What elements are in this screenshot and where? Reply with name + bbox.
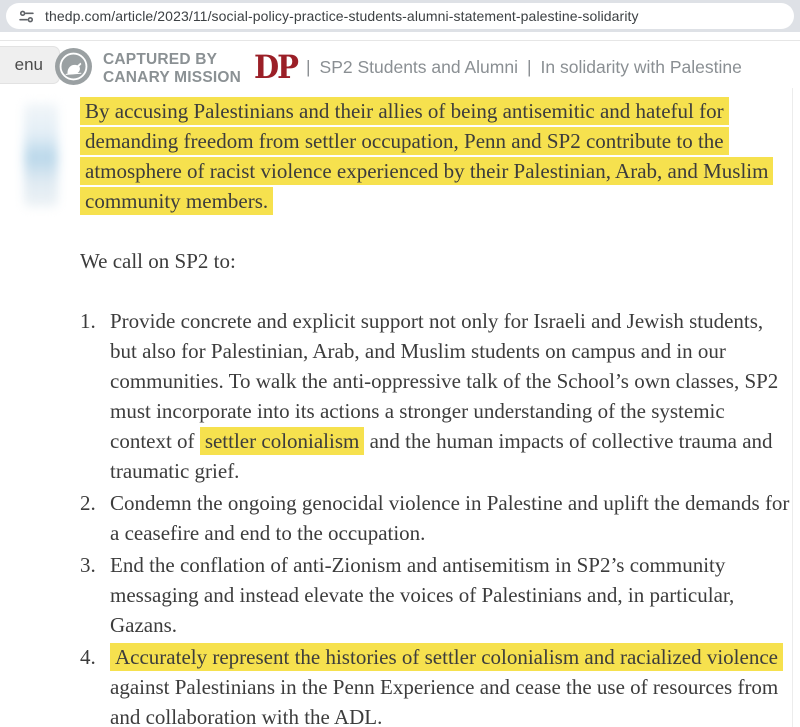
site-settings-icon[interactable] xyxy=(18,8,35,25)
text-line xyxy=(110,518,789,548)
list-item xyxy=(80,642,794,727)
text-line xyxy=(110,366,778,396)
text-segment: communities. To walk the anti-oppressive talk of the School’s own classes, SP2 xyxy=(110,369,779,393)
highlighted-text: By accusing Palestinians and their allies of being antisemitic and hateful for xyxy=(80,97,729,125)
highlighted-text: atmosphere of racist violence experienced by their Palestinian, Arab, and Muslim xyxy=(80,157,773,185)
text-line xyxy=(110,610,734,640)
text-line xyxy=(110,488,789,518)
menu-button-label: enu xyxy=(14,55,43,74)
masthead-separator: | xyxy=(305,56,311,77)
list-item-number: 2. xyxy=(80,491,96,515)
canary-bird-icon xyxy=(55,48,92,90)
blurred-share-widget xyxy=(24,103,58,207)
call-to-action-intro xyxy=(80,246,794,276)
text-segment: traumatic grief. xyxy=(110,459,240,483)
url-text[interactable]: thedp.com/article/2023/11/social-policy-practice-students-alumni-statement-palestine-solidarity xyxy=(45,8,639,24)
captured-by-label xyxy=(103,51,241,87)
highlighted-statement-paragraph xyxy=(80,96,794,216)
text-line xyxy=(80,186,794,216)
text-segment: We call on SP2 to: xyxy=(80,249,236,273)
text-segment: and collaboration with the ADL. xyxy=(110,705,383,727)
text-segment: Condemn the ongoing genocidal violence in Palestine and uplift the demands for xyxy=(110,491,790,515)
list-item xyxy=(80,488,794,548)
text-segment: against Palestinians in the Penn Experience and cease the use of resources from xyxy=(110,675,779,699)
menu-button-partial[interactable] xyxy=(0,46,60,84)
text-line xyxy=(80,156,794,186)
text-line xyxy=(110,456,778,486)
highlighted-text: settler colonialism xyxy=(200,427,365,455)
browser-url-bar xyxy=(0,0,800,32)
dp-logo[interactable]: DP xyxy=(254,48,297,86)
masthead-separator: | xyxy=(526,56,532,77)
text-line xyxy=(110,672,783,702)
text-segment: context of xyxy=(110,429,200,453)
text-line xyxy=(110,580,734,610)
masthead-article-title: In solidarity with Palestine xyxy=(540,56,742,77)
site-header xyxy=(0,40,800,92)
list-item xyxy=(80,550,794,640)
highlighted-text: Accurately represent the histories of settler colonialism and racialized violence xyxy=(110,643,783,671)
list-item-text xyxy=(110,642,783,727)
text-segment: but also for Palestinian, Arab, and Muslim students on campus and in our xyxy=(110,339,726,363)
text-line xyxy=(110,702,783,727)
list-item-text xyxy=(110,306,778,486)
text-line xyxy=(110,396,778,426)
list-item-text xyxy=(110,488,789,548)
demands-list xyxy=(80,306,794,727)
text-line xyxy=(80,246,794,276)
highlighted-text: community members. xyxy=(80,187,273,215)
list-item-text xyxy=(110,550,734,640)
list-item-number: 3. xyxy=(80,553,96,577)
text-line xyxy=(80,126,794,156)
text-segment: End the conflation of anti-Zionism and antisemitism in SP2’s community xyxy=(110,553,726,577)
list-item-number: 4. xyxy=(80,645,96,669)
masthead-section-title: SP2 Students and Alumni xyxy=(319,56,518,77)
article-body xyxy=(80,92,794,727)
text-segment: Provide concrete and explicit support not only for Israeli and Jewish students, xyxy=(110,309,764,333)
text-segment: must incorporate into its actions a stronger understanding of the systemic xyxy=(110,399,725,423)
list-item-number: 1. xyxy=(80,309,96,333)
text-line xyxy=(80,96,794,126)
text-line xyxy=(110,306,778,336)
address-bar[interactable] xyxy=(6,3,794,29)
canary-mission-watermark xyxy=(55,48,241,90)
text-segment: Gazans. xyxy=(110,613,178,637)
masthead xyxy=(254,41,742,93)
text-line xyxy=(110,426,778,456)
text-segment: messaging and instead elevate the voices of Palestinians and, in particular, xyxy=(110,583,735,607)
captured-by-line2: CANARY MISSION xyxy=(103,69,242,86)
text-segment: a ceasefire and end to the occupation. xyxy=(110,521,426,545)
text-line xyxy=(110,642,783,672)
highlighted-text: demanding freedom from settler occupation, Penn and SP2 contribute to the xyxy=(80,127,729,155)
captured-by-line1: CAPTURED BY xyxy=(103,51,218,68)
list-item xyxy=(80,306,794,486)
text-line xyxy=(110,336,778,366)
text-line xyxy=(110,550,734,580)
text-segment: and the human impacts of collective trauma and xyxy=(364,429,773,453)
